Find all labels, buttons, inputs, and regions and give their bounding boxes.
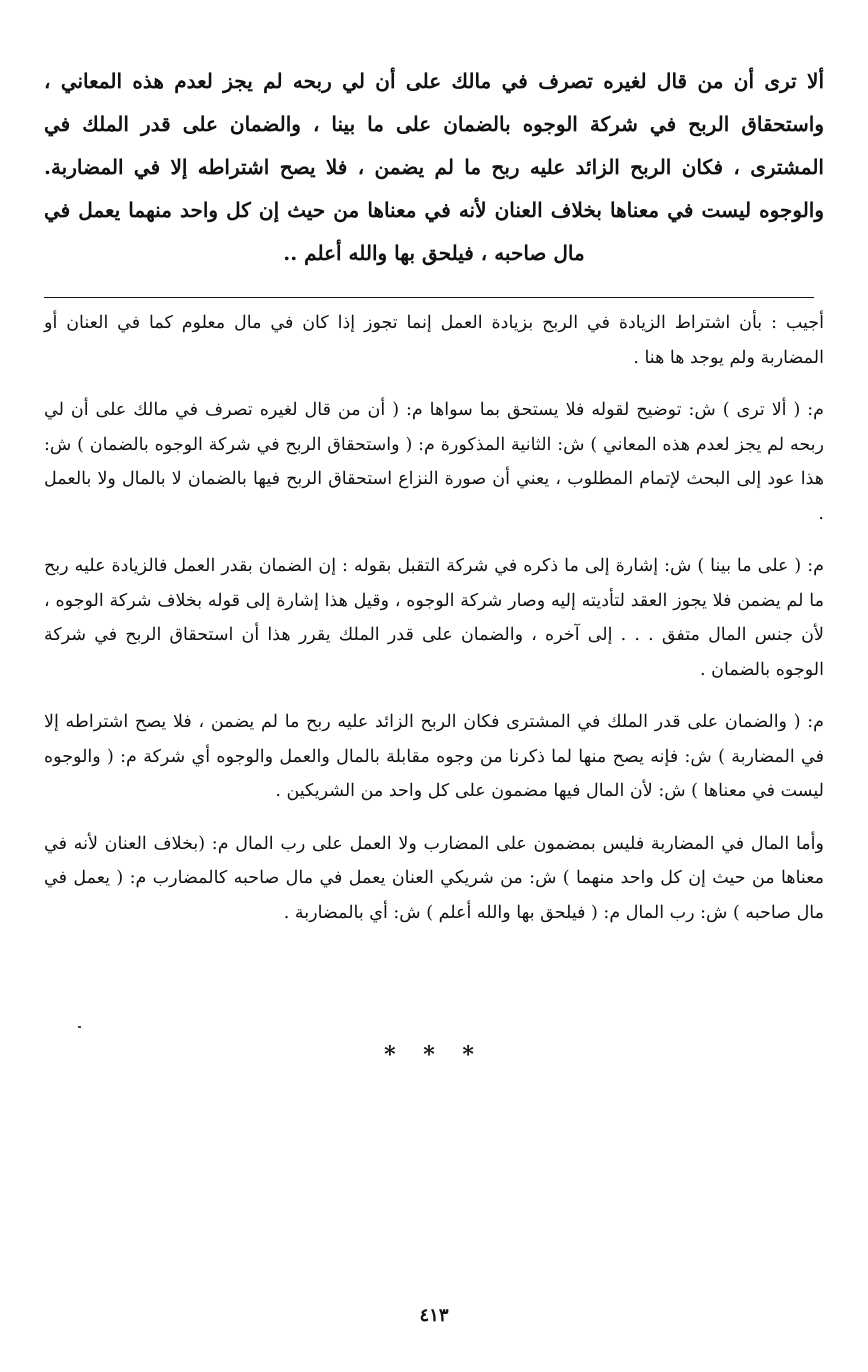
footnote-divider [44,297,814,298]
main-text: ألا ترى أن من قال لغيره تصرف في مالك على أن لي ربحه لم يجز لعدم هذه المعاني ، واستحقاق الربح في شركة الوجوه بالضمان على ما بينا ، والضمان على قدر الملك في المشترى ، فكان الربح الزائد عليه ربح ما لم يضمن ، فلا يصح اشتراطه إلا في المضاربة. والوجوه ليست في معناها بخلاف العنان لأنه في معناها من حيث إن كل واحد منهما يعمل في مال صاحبه ، فيلحق بها والله أعلم .. [44,69,824,265]
section-separator: * * * [384,1042,484,1068]
page-number: ٤١٣ [419,1305,449,1326]
commentary-paragraph-2: م: ( ألا ترى ) ش: توضيح لقوله فلا يستحق بما سواها م: ( أن من قال لغيره تصرف في مالك على أن لي ربحه لم يجز لعدم هذه المعاني ) ش: الثانية المذكورة م: ( واستحقاق الربح في شركة الوجوه بالضمان ) ش: هذا عود إلى البحث لإتمام المطلوب ، يعني أن صورة النزاع استحقاق الربح فيها بالضمان لا بالمال ولا بالعمل . [44,400,824,524]
commentary-block [44,306,824,930]
page [44,60,824,948]
commentary-paragraph-5: وأما المال في المضاربة فليس بمضمون على المضارب ولا العمل على رب المال م: (بخلاف العنان لأنه في معناها من حيث إن كل واحد منهما ) ش: من شريكي العنان يعمل في مال صاحبه كالمضارب م: ( يعمل في مال صاحبه ) ش: رب المال م: ( فيلحق بها والله أعلم ) ش: أي بالمضاربة . [44,833,824,923]
main-text-block [44,60,824,275]
commentary-paragraph-4: م: ( والضمان على قدر الملك في المشترى فكان الربح الزائد عليه ربح ما لم يضمن ، فلا يصح اشتراطه إلا في المضاربة ) ش: فإنه يصح منها لما ذكرنا من وجوه مقابلة بالمال والعمل والوجوه أي شركة م: ( والوجوه ليست في معناها ) ش: لأن المال فيها مضمون على كل واحد من الشريكين . [44,712,824,801]
commentary-paragraph-3: م: ( على ما بينا ) ش: إشارة إلى ما ذكره في شركة التقبل بقوله : إن الضمان بقدر العمل فالزيادة عليه ربح ما لم يضمن فلا يجوز العقد لتأديته إليه وصار شركة الوجوه ، وقيل هذا إشارة إلى قوله بخلاف شركة الوجوه ، لأن جنس المال متفق . . . إلى آخره ، والضمان على قدر الملك يقرر هذا أن استحقاق الربح في شركة الوجوه بالضمان . [44,556,824,680]
commentary-paragraph-1: أجيب : بأن اشتراط الزيادة في الربح بزيادة العمل إنما تجوز إذا كان في مال معلوم كما في العنان أو المضاربة ولم يوجد ها هنا . [44,313,824,368]
print-speck [78,1026,81,1028]
